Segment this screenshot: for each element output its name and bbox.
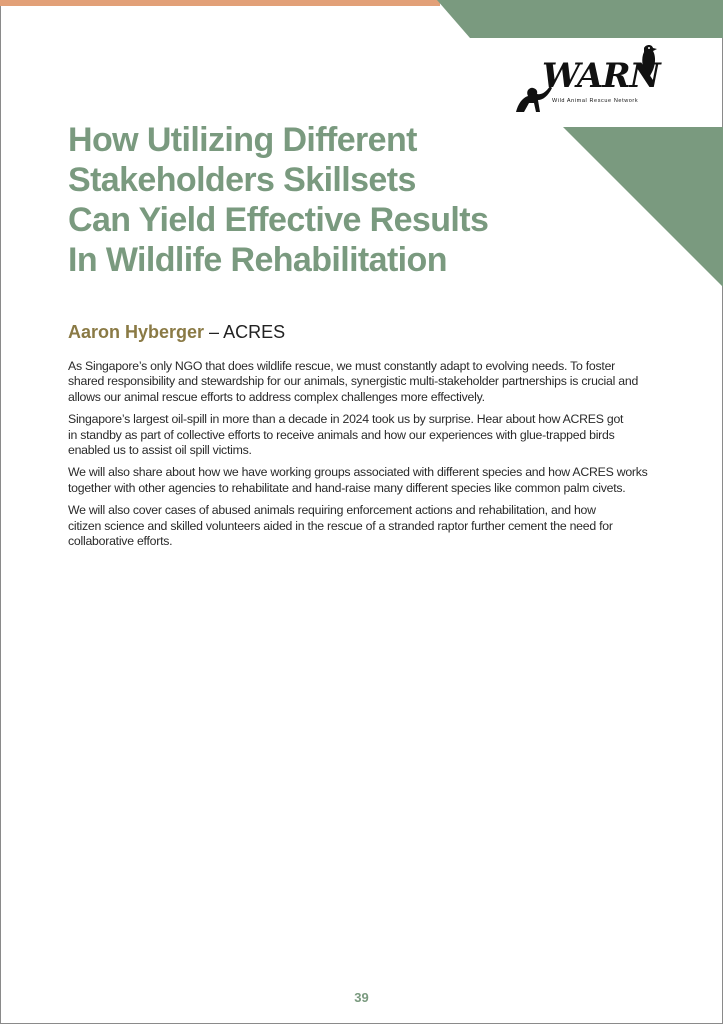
paragraph-line: Singapore’s largest oil-spill in more than a decade in 2024 took us by surprise. Hear about how ACRES got [68,412,624,427]
author-separator: – [204,322,224,342]
top-green-band [437,0,723,38]
body-paragraph [68,359,668,405]
title-line: How Utilizing Different [68,121,417,159]
paragraph-line: allows our animal rescue efforts to address complex challenges more effectively. [68,389,485,404]
title-line: In Wildlife Rehabilitation [68,241,447,279]
corner-green-triangle [563,127,723,287]
paragraph-line: We will also cover cases of abused animals requiring enforcement actions and rehabilitation, and how [68,503,596,518]
paragraph-line: citizen science and skilled volunteers aided in the rescue of a stranded raptor further cement the need for [68,518,613,533]
paragraph-line: together with other agencies to rehabilitate and hand-raise many different species like common palm civets. [68,480,626,495]
paragraph-line: enabled us to assist oil spill victims. [68,443,252,458]
page-number: 39 [354,990,369,1005]
author-byline [68,320,285,344]
body-paragraph [68,503,668,549]
logo-tagline: Wild Animal Rescue Network [552,98,639,104]
paragraph-line: in standby as part of collective efforts to receive animals and how our experiences with glue-trapped birds [68,427,615,442]
paragraph-line: collaborative efforts. [68,534,173,549]
paragraph-line: We will also share about how we have working groups associated with different species and how ACRES works [68,465,648,480]
author-name: Aaron Hyberger [68,322,205,342]
article-title [68,120,538,280]
title-line: Stakeholders Skillsets [68,161,416,199]
paragraph-line: As Singapore’s only NGO that does wildlife rescue, we must constantly adapt to evolving needs. To foster [68,359,616,373]
warn-logo [512,44,662,118]
logo-wordmark: WARN [542,56,660,96]
body-paragraph [68,412,668,458]
title-line: Can Yield Effective Results [68,201,489,239]
article-body [68,359,668,556]
author-organization: ACRES [223,322,286,342]
body-paragraph [68,465,668,496]
top-orange-stripe [0,0,440,6]
paragraph-line: shared responsibility and stewardship for our animals, synergistic multi-stakeholder partnerships is crucial and [68,374,639,389]
